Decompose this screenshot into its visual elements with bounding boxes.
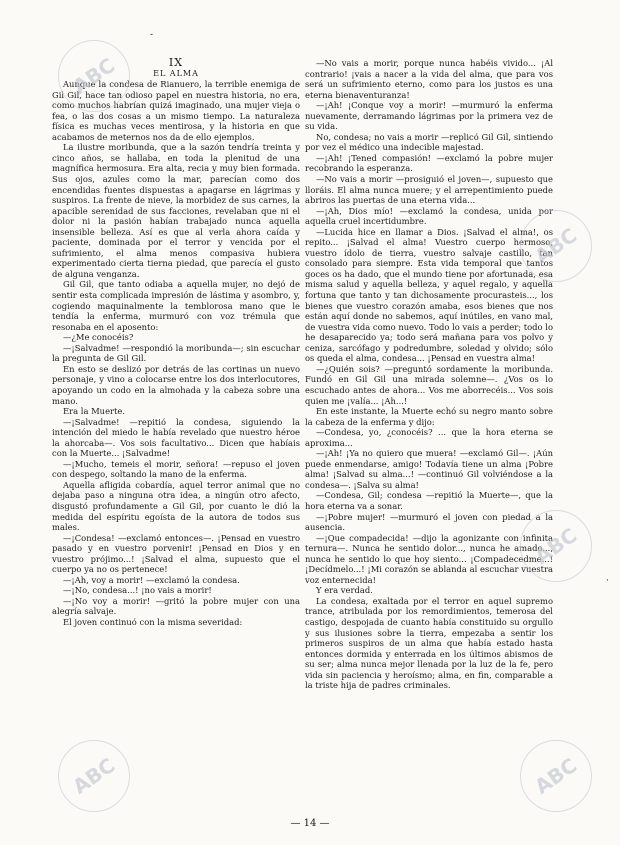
left-column [52,58,300,628]
paragraph: El joven continuó con la misma severidad: [63,616,243,627]
abc-watermark-stamp: ABC [520,740,592,812]
paragraph: En esto se deslizó por detrás de las cortinas un nuevo personaje, y vino a colocarse entre los dos interlocutores, apoyando un codo en la almohada y la cabeza sobre una mano. [52,363,300,406]
paragraph: —Lucida hice en llamar a Dios. ¡Salvad el alma!, os repito... ¡Salvad el alma! Vuestro cuerpo hermoso, vuestro ídolo de tierra, vuestro salvaje castillo, tan consolado para siempre. Esta vida temporal que tantos goces os ha dado, que el mundo tiene por afortunada, esa misma salud y aquella belleza, y aquel regalo, y aquella fortuna que tanto y tan dichosamente procurasteis..., los bienes que vuestro corazón amaba, esos bienes que nos están aquí donde no sabemos, aquí inútiles, en vano mal, de vuestra vida como nuevo. Todo lo vais a perder; todo lo he desaparecido ya; todo será mañana para vos polvo y ceniza, sarcófago y podredumbre, soledad y olvido; sólo os queda el alma, condesa... ¡Pensad en vuestra alma! [305,226,553,364]
paragraph: —¡Mucho, temeis el morir, señora! —repuso el joven con despego, soltando la mano de la enferma. [52,458,300,480]
paragraph: Aunque la condesa de Rianuero, la terrible enemiga de Gil Gil, hace tan odioso papel en nuestra historia, no era, como muchos habrían quizá imaginado, una mujer vieja o fea, o las dos cosas a un mismo tiempo. La naturaleza física es muchas veces mentirosa, y la historia en que acabamos de meternos nos da de ello ejemplos. [52,79,300,142]
abc-watermark-stamp: ABC [58,740,130,812]
paragraph: —¡Ah! ¡Tened compasión! —exclamó la pobre mujer recobrando la esperanza. [305,152,553,174]
paragraph: —¡Ah, voy a morir! —exclamó la condesa. [63,574,240,585]
paragraph: —¿Me conocéis? [63,332,134,343]
right-column [305,58,553,691]
paragraph: Aquella afligida cobardía, aquel terror animal que no dejaba paso a ninguna otra idea, a ningún otro afecto, disgustó profundamente a Gil Gil, por cuanto le dió la medida del espíritu egoísta de la autora de todos sus males. [52,479,300,533]
abc-watermark-stamp: ABC [520,510,592,582]
page-number: — 14 — [290,818,330,829]
paragraph: —¡Salvadme! —repitió la condesa, siguiendo la intención del miedo le había revelado que nuestro héroe la ahorcaba—. Vos sois facultativo... Dicen que habíais con la Muerte... ¡Salvadme! [52,416,300,459]
chapter-title: EL ALMA [153,68,199,78]
left-paragraphs [52,79,300,627]
edge-mark: · [606,576,609,586]
paragraph: No, condesa; no vais a morir —replicó Gil Gil, sintiendo por vez el médico una indecible majestad. [305,131,553,153]
paragraph: —¡Ah, Dios mío! —exclamó la condesa, unida por aquella cruel incertidumbre. [305,205,553,227]
paragraph: —Condesa, yo, ¿conocéis? ... que la hora eterna se aproxima... [305,427,553,448]
paragraph: La ilustre moribunda, que a la sazón tendría treinta y cinco años, se hallaba, en toda la plenitud de una magnífica hermosura. Era alta, recia y muy bien formada. Sus ojos, azules como la mar, parecían como dos encendidas fuentes dispuestas a apagarse en lágrimas y suspiros. La frente de nieve, la morbidez de sus carnes, la apacible serenidad de sus facciones, revelaban que ni el dolor ni la pasión habían trabajado nunca aquella insensible belleza. Así es que al verla ahora caída y paciente, dominada por el terror y vencida por el sufrimiento, el alma menos compasiva hubiera experimentado cierta tierna piedad, que parecía el gusto de alguna venganza. [52,142,300,279]
paragraph: —No vais a morir, porque nunca habéis vivido... ¡Al contrario! ¡vais a nacer a la vida del alma, que para vos será un sufrimiento eterno, como para los justos es una eterna bienaventuranza! [305,58,553,100]
abc-watermark-stamp: ABC [58,40,130,112]
right-paragraphs [305,58,553,691]
paragraph: —¡Condesa! —exclamó entonces—. ¡Pensad en vuestro pasado y en vuestro porvenir! ¡Pensad en Dios y en vuestro prójimo...! ¡Salvad el alma, supuesto que el cuerpo ya no os pertenece! [52,532,300,575]
paragraph: —¡Salvadme! —respondió la moribunda—; sin escuchar la pregunta de Gil Gil. [52,342,300,364]
paragraph: —¿Quién sois? —preguntó sordamente la moribunda. Fundó en Gil Gil una mirada solemne—. ¿Vos os lo escuchado antes de ahora... Vos me aborrecéis... Vos sois quien me ¡valía... ¡Ah...! [305,363,553,406]
paragraph: —¡No voy a morir! —gritó la pobre mujer con una alegría salvaje. [52,595,300,617]
paragraph: Gil Gil, que tanto odiaba a aquella mujer, no dejó de sentir esta complicada impresión de lástima y asombro, y, cogiendo maquinalmente la temblorosa mano que le tendía la enferma, murmuró con voz trémula que resonaba en el aposento: [52,279,300,332]
paragraph: —¡Ah! ¡Ya no quiero que muera! —exclamó Gil—. ¡Aún puede enmendarse, amigo! Todavía tiene un alma ¡Pobre alma! ¡Salvad su alma...! —continuó Gil volviéndose a la condesa—. ¡Salva su alma! [305,448,553,490]
paragraph: La condesa, exaltada por el terror en aquel supremo trance, atribulada por los remordimientos, temerosa del castigo, despojada de cuanto había constituido su orgullo y sus ilusiones sobre la tierra, empezaba a sentir los primeros suspiros de un alma que había estado hasta entonces dormida y enterrada en los últimos abismos de su ser; alma nunca mejor llenada por la luz de la fe, pero vida sin paciencia y heroísmo; alma, en fin, comparable a la triste hija de padres criminales. [305,595,553,691]
paragraph: —¡Ah! ¡Conque voy a morir! —murmuró la enferma nuevamente, derramando lágrimas por la primera vez de su vida. [305,100,553,132]
paragraph: —Condesa, Gil; condesa —repitió la Muerte—, que la hora eterna va a sonar. [305,490,553,511]
paragraph: —¡Pobre mujer! —murmuró el joven con piedad a la ausencia. [305,511,553,533]
paragraph: —¡No, condesa...! ¡no vais a morir! [63,585,212,596]
chapter-number: IX [168,56,184,69]
abc-watermark-stamp: ABC [520,210,592,282]
header-mark: - [150,30,156,40]
paragraph: —No vais a morir —prosiguió el joven—, supuesto que lloráis. El alma nunca muere; y el arrepentimiento puede abriros las puertas de una eterna vida... [305,174,553,206]
paragraph: Y era verdad. [316,585,373,596]
paragraph: Era la Muerte. [63,406,126,417]
paragraph: —¡Que compadecida! —dijo la agonizante con infinita ternura—. Nunca he sentido dolor..., nunca he amado..., nunca he sentido lo que hoy siento... ¡Compadecedme...! ¡Decídmelo...! ¡Mi corazón se ablanda al escuchar vuestra voz enternecida! [305,532,553,585]
paragraph: En este instante, la Muerte echó su negro manto sobre la cabeza de la enferma y dijo: [305,406,553,427]
